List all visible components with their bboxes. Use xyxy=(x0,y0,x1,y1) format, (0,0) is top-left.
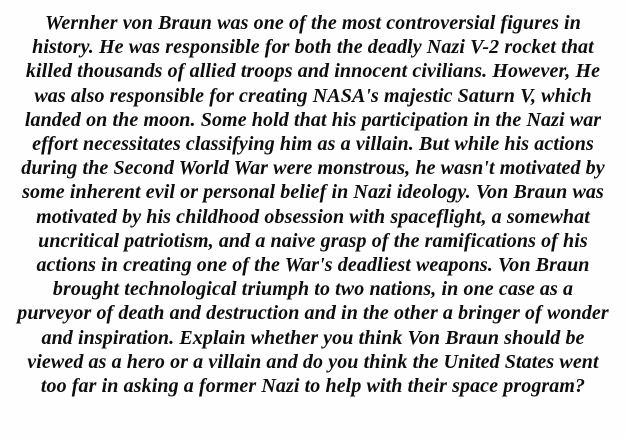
text-line: history. He was responsible for both the deadly Nazi V-2 rocket that xyxy=(32,36,594,59)
text-line: Wernher von Braun was one of the most controversial figures in xyxy=(45,12,581,34)
text-line: and inspiration. Explain whether you think Von Braun should be xyxy=(41,326,585,349)
text-line: viewed as a hero or a villain and do you think the United States went xyxy=(27,350,599,373)
text-line: motivated by his childhood obsession with spaceflight, a somewhat xyxy=(36,205,590,228)
text-line: too far in asking a former Nazi to help with their space program? xyxy=(40,375,586,398)
text-line: was also responsible for creating NASA's majestic Saturn V, which xyxy=(34,84,592,107)
text-line: uncritical patriotism, and a naive grasp of the ramifications of his xyxy=(38,229,588,252)
text-line: during the Second World War were monstrous, he wasn't motivated by xyxy=(21,157,605,180)
text-line: landed on the moon. Some hold that his participation in the Nazi war xyxy=(24,108,602,131)
text-line: some inherent evil or personal belief in Nazi ideology. Von Braun was xyxy=(22,181,604,204)
text-line: killed thousands of allied troops and innocent civilians. However, He xyxy=(25,60,601,83)
text-line: effort necessitates classifying him as a villain. But while his actions xyxy=(32,133,594,156)
text-line: brought technological triumph to two nations, in one case as a xyxy=(52,278,574,301)
text-line: purveyor of death and destruction and in the other a bringer of wonder xyxy=(17,302,609,325)
text-line: actions in creating one of the War's deadliest weapons. Von Braun xyxy=(36,254,590,277)
